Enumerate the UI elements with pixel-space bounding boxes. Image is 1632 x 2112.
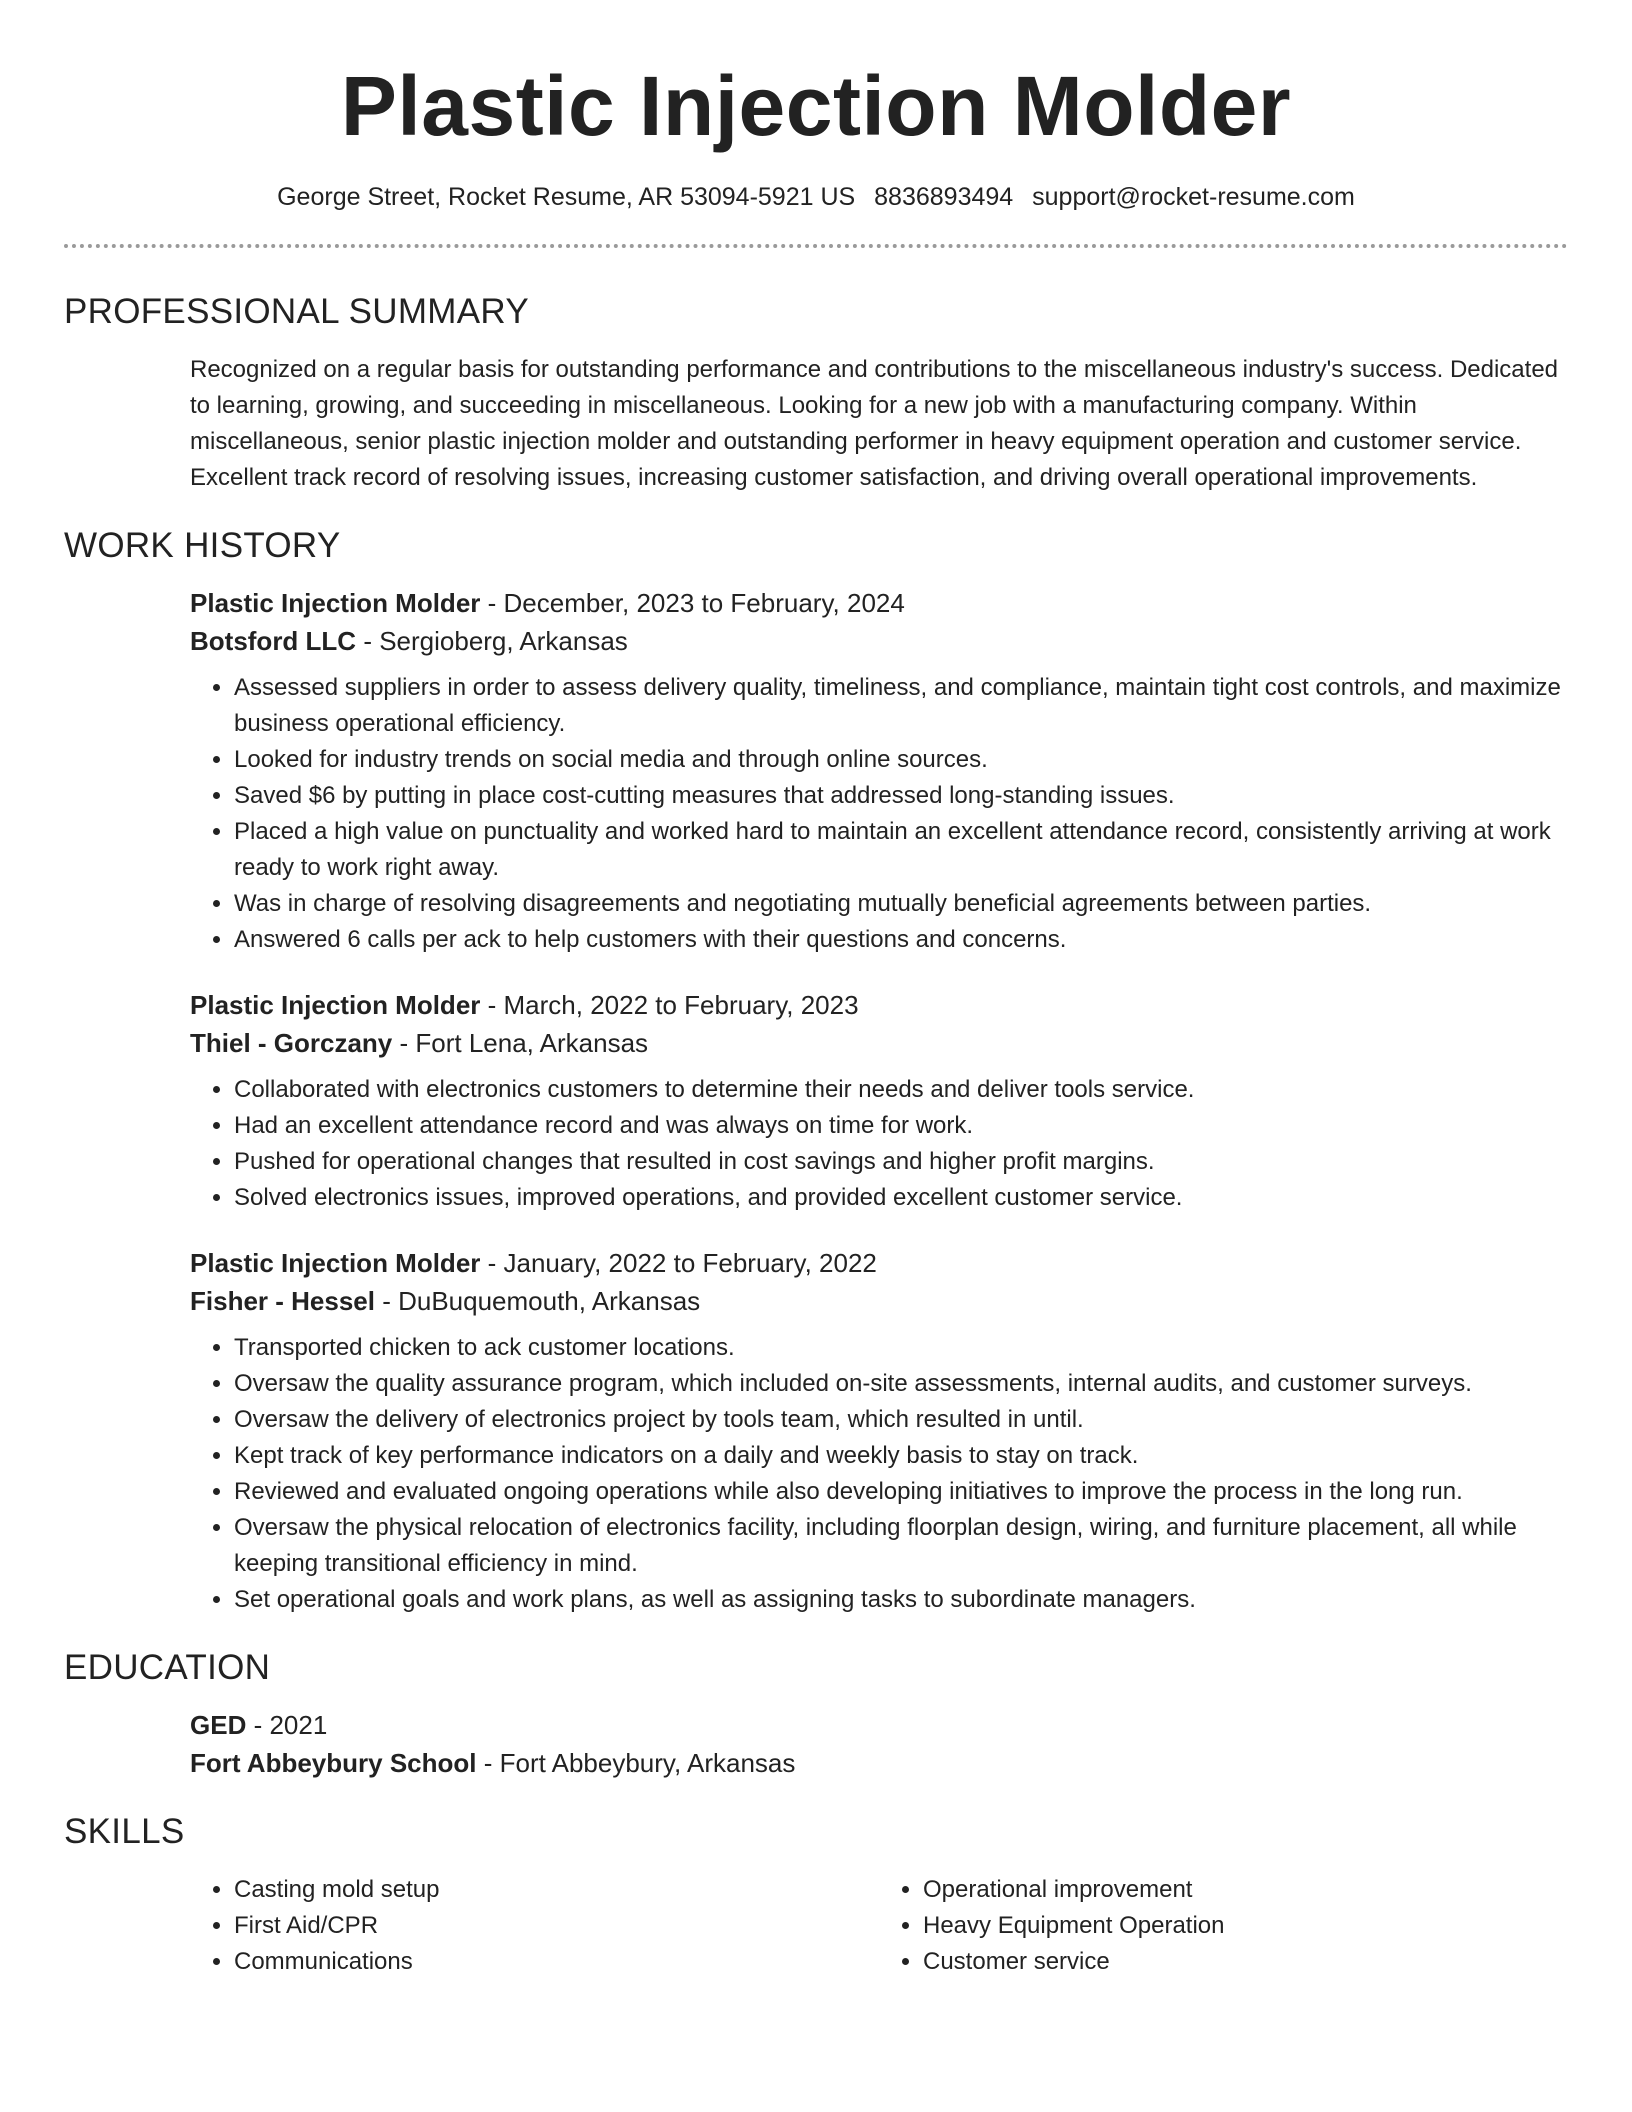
job-company: Thiel - Gorczany [190,1028,393,1058]
job-bullets [190,1072,1568,1216]
job-entry [190,986,1568,1216]
job-title: Plastic Injection Molder [190,1248,481,1278]
header-divider [64,244,1568,248]
list-item: • Answered 6 calls per ack to help customers with their questions and concerns. [234,922,1568,958]
education-location: - Fort Abbeybury, Arkansas [476,1748,796,1778]
list-item: • Pushed for operational changes that resulted in cost savings and higher profit margins. [234,1144,1568,1180]
list-item: • Oversaw the quality assurance program, which included on-site assessments, internal audits, and customer surveys. [234,1366,1568,1402]
section-title-education: EDUCATION [64,1648,271,1687]
job-dates: - December, 2023 to February, 2024 [480,588,905,618]
candidate-name: Plastic Injection Molder [340,59,1292,153]
contact-address: George Street, Rocket Resume, AR 53094-5921 US [277,183,856,211]
job-company-line [190,1024,1568,1062]
list-item: • Had an excellent attendance record and was always on time for work. [234,1108,1568,1144]
list-item: • Was in charge of resolving disagreements and negotiating mutually beneficial agreements between parties. [234,886,1568,922]
education-school: Fort Abbeybury School [190,1748,477,1778]
list-item: • Oversaw the delivery of electronics project by tools team, which resulted in until. [234,1402,1568,1438]
job-entry [190,584,1568,958]
education-year: - 2021 [246,1710,328,1740]
job-entry [190,1244,1568,1618]
list-item: • Collaborated with electronics customers to determine their needs and deliver tools service. [234,1072,1568,1108]
job-location: - Fort Lena, Arkansas [392,1028,649,1058]
list-item: • Kept track of key performance indicators on a daily and weekly basis to stay on track. [234,1438,1568,1474]
section-title-work-history: WORK HISTORY [64,526,341,565]
job-company: Botsford LLC [190,626,357,656]
skills-section [64,1872,1568,1980]
job-company: Fisher - Hessel [190,1286,375,1316]
job-title: Plastic Injection Molder [190,990,481,1020]
skills-grid [190,1872,1568,1980]
skills-column-right [879,1872,1568,1980]
job-dates: - March, 2022 to February, 2023 [480,990,859,1020]
job-title-line [190,584,1568,622]
list-item: • Looked for industry trends on social media and through online sources. [234,742,1568,778]
job-title: Plastic Injection Molder [190,588,481,618]
summary-section [64,352,1568,496]
list-item: • First Aid/CPR [234,1908,879,1944]
job-location: - DuBuquemouth, Arkansas [374,1286,701,1316]
list-item: • Transported chicken to ack customer locations. [234,1330,1568,1366]
list-item: • Reviewed and evaluated ongoing operations while also developing initiatives to improve the process in the long run. [234,1474,1568,1510]
list-item: • Saved $6 by putting in place cost-cutting measures that addressed long-standing issues. [234,778,1568,814]
job-location: - Sergioberg, Arkansas [356,626,628,656]
job-bullets [190,1330,1568,1618]
job-title-line [190,1244,1568,1282]
list-item: • Communications [234,1944,879,1980]
job-title-line [190,986,1568,1024]
job-company-line [190,1282,1568,1320]
education-school-line [190,1744,1568,1782]
section-title-skills: SKILLS [64,1812,185,1851]
list-item: • Placed a high value on punctuality and worked hard to maintain an excellent attendance record, consistently arriving at work ready to work right away. [234,814,1568,886]
list-item: • Heavy Equipment Operation [923,1908,1568,1944]
list-item: • Assessed suppliers in order to assess delivery quality, timeliness, and compliance, maintain tight cost controls, and maximize business operational efficiency. [234,670,1568,742]
contact-line [64,182,1568,212]
work-history-section [64,584,1568,1618]
education-section [64,1706,1568,1782]
summary-text: Recognized on a regular basis for outstanding performance and contributions to the miscellaneous industry's success. Dedicated to learning, growing, and succeeding in miscellaneous. Looking for a new job with a manufacturing company. Within miscellaneous, senior plastic injection molder and outstanding performer in heavy equipment operation and customer service. Excellent track record of resolving issues, increasing customer satisfaction, and driving overall operational improvements. [190,356,1559,491]
contact-phone: 8836893494 [874,183,1014,211]
job-dates: - January, 2022 to February, 2022 [480,1248,877,1278]
job-bullets [190,670,1568,958]
list-item: • Oversaw the physical relocation of electronics facility, including floorplan design, wiring, and furniture placement, all while keeping transitional efficiency in mind. [234,1510,1568,1582]
list-item: • Casting mold setup [234,1872,879,1908]
section-title-summary: PROFESSIONAL SUMMARY [64,292,529,331]
education-degree: GED [190,1710,247,1740]
contact-email: support@rocket-resume.com [1032,183,1355,211]
education-degree-line [190,1706,1568,1744]
list-item: • Customer service [923,1944,1568,1980]
list-item: • Operational improvement [923,1872,1568,1908]
list-item: • Set operational goals and work plans, as well as assigning tasks to subordinate managers. [234,1582,1568,1618]
job-company-line [190,622,1568,660]
skills-column-left [190,1872,879,1980]
list-item: • Solved electronics issues, improved operations, and provided excellent customer service. [234,1180,1568,1216]
